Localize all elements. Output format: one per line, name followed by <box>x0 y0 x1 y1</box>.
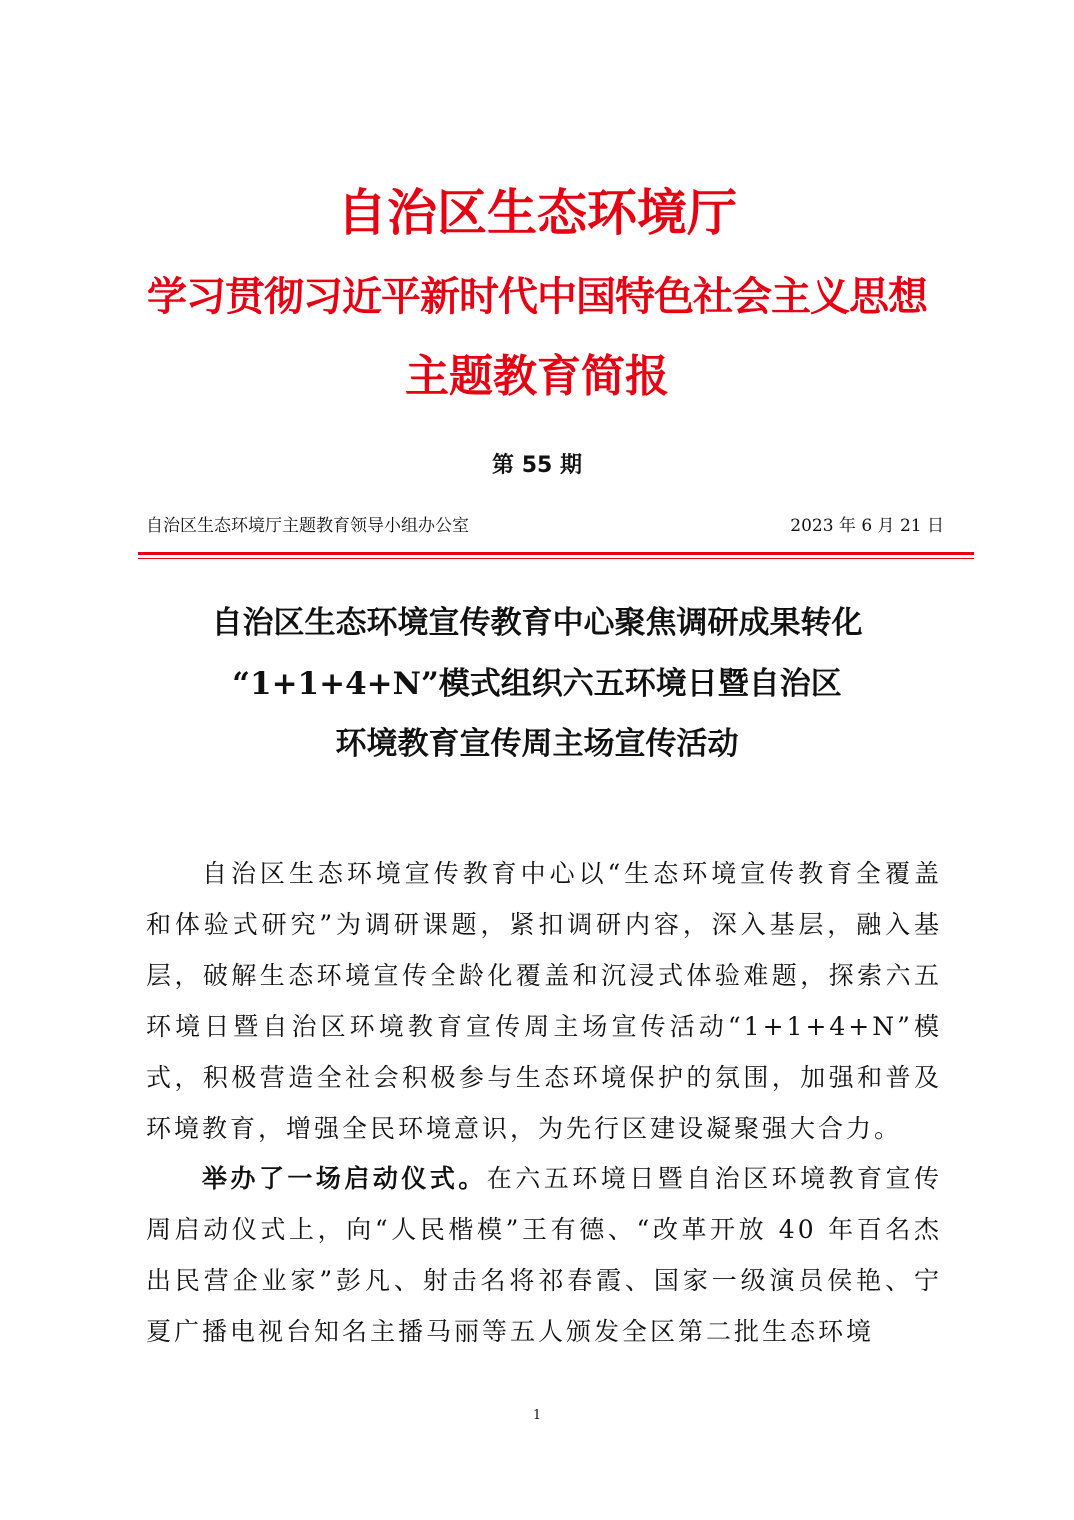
article-title-line-1: 自治区生态环境宣传教育中心聚焦调研成果转化 <box>211 605 863 641</box>
article-paragraph-1: 自治区生态环境宣传教育中心以“生态环境宣传教育全覆盖和体验式研究”为调研课题，紧扣调研内容，深入基层，融入基层，破解生态环境宣传全龄化覆盖和沉浸式体验难题，探索六五环境日暨自治区环境教育宣传周主场宣传活动“1+1+4+N”模式，积极营造全社会积极参与生态环境保护的氛围，加强和普及环境教育，增强全民环境意识，为先行区建设凝聚强大合力。 <box>146 859 942 1143</box>
paragraph-lead-sentence: 举办了一场启动仪式。 <box>202 1164 487 1193</box>
article-title-line-3: 环境教育宣传周主场宣传活动 <box>335 726 739 762</box>
masthead-subtitle: 学习贯彻习近平新时代中国特色社会主义思想 <box>147 273 927 320</box>
article-title-line-2: “1+1+4+N”模式组织六五环境日暨自治区 <box>232 666 842 702</box>
issue-date: 2023 年 6 月 21 日 <box>790 516 944 536</box>
article-paragraph-2 <box>146 1153 942 1357</box>
issue-number: 第 55 期 <box>492 453 582 478</box>
red-divider-thin <box>138 558 974 559</box>
paragraph-body-text: 在六五环境日暨自治区环境教育宣传周启动仪式上，向“人民楷模”王有德、“改革开放 40 年百名杰出民营企业家”彭凡、射击名将祁春霞、国家一级演员侯艳、宁夏广播电视台知名主播马丽等五人颁发全区第二批生态环境 <box>146 1164 942 1346</box>
red-divider-thick <box>138 552 974 555</box>
issuing-office: 自治区生态环境厅主题教育领导小组办公室 <box>146 516 469 536</box>
masthead-title: 自治区生态环境厅 <box>337 183 737 242</box>
masthead-bulletin-name: 主题教育简报 <box>405 351 669 402</box>
page-number: 1 <box>532 1408 542 1423</box>
